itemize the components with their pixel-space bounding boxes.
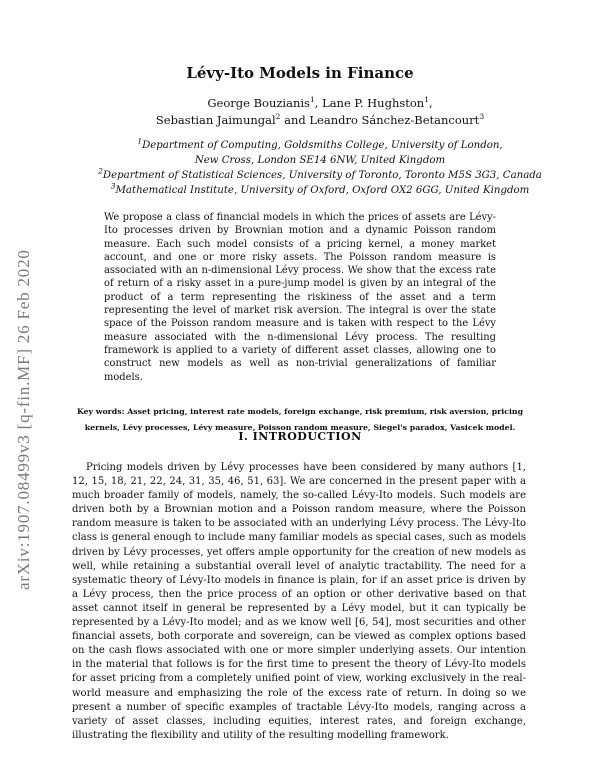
author-name: Sebastian Jaimungal — [155, 113, 276, 127]
affiliation-list — [40, 138, 600, 198]
author: George Bouzianis$^1$, — [207, 95, 323, 110]
author-affiliation-mark: 2 — [275, 112, 281, 122]
author-affiliation-mark: 3 — [479, 112, 485, 122]
author-name: Lane P. Hughston — [322, 96, 425, 110]
introduction-paragraph: Pricing models driven by Lévy processes have been considered by many authors [1, 12, 15, 18, 21, 22, 24, 31, 35, 46, 51, 63]. We are concerned in the present paper with a much broader family of models, namely, the so-called Lévy-Ito models. Such models are driven both by a Brownian motion and a Poisson random measure, where the Poisson random measure is taken to be associated with an underlying Lévy process. The Lévy-Ito class is general enough to include many familiar models as special cases, such as models driven by Lévy processes, yet offers ample opportunity for the creation of new models as well, while retaining a substantial overall level of analytic tractability. The need for a systematic theory of Lévy-Ito models in finance is plain, for if an asset price is driven by a Lévy process, then the price process of an option or other derivative based on that asset cannot itself in general be represented by a Lévy model, but it can typically be represented by a Lévy-Ito model; and as we know well [6, 54], most securities and other financial assets, both corporate and sovereign, can be viewed as complex options based on the cash flows associated with one or more simpler underlying assets. Our intention in the material that follows is for the first time to present the theory of Lévy-Ito models for asset pricing from a completely unified point of view, working exclusively in the real-world measure and emphasizing the role of the excess rate of return. In doing so we present a number of specific examples of tractable Lévy-Ito models, ranging across a variety of asset classes, including equities, interest rates, and foreign exchange, illustrating the flexibility and utility of the resulting modelling framework. — [72, 462, 526, 741]
affiliation: $^2$Department of Statistical Sciences, University of Toronto, Toronto M5S 3G3, Canada — [98, 166, 542, 181]
paper-title: Lévy-Ito Models in Finance — [186, 64, 414, 82]
author-name: George Bouzianis — [207, 96, 310, 110]
author — [309, 113, 484, 127]
author: Sebastian Jaimungal$^2$ and — [155, 112, 310, 127]
author-affiliation-mark: 1 — [424, 95, 429, 105]
affiliation: $^1$Department of Computing, Goldsmiths College, University of London, — [137, 136, 503, 151]
author: Lane P. Hughston$^1$, — [322, 95, 433, 110]
author-affiliation-mark: 1 — [309, 95, 315, 105]
author-name: Leandro Sánchez-Betancourt — [309, 113, 480, 127]
section-heading: I. INTRODUCTION — [238, 430, 362, 443]
affiliation: New Cross, London SE14 6NW, United Kingdom — [194, 155, 446, 166]
affiliation: $^3$Mathematical Institute, University of Oxford, Oxford OX2 6GG, United Kingdom — [110, 181, 530, 196]
keywords: Key words: Asset pricing, interest rate models, foreign exchange, risk premium, risk aversion, pricing kernels, Lévy processes, Lévy measure, Poisson random measure, Siegel's paradox, Vasicek model. — [76, 407, 524, 432]
arxiv-identifier-stamp: arXiv:1907.08499v3 [q-fin.MF] 26 Feb 2020 — [14, 249, 33, 590]
abstract: We propose a class of financial models in which the prices of assets are Lévy-Ito processes driven by Brownian motion and a dynamic Poisson random measure. Each such model consists of a pricing kernel, a money market account, and one or more risky assets. The Poisson random measure is associated with an n-dimensional Lévy process. We show that the excess rate of return of a risky asset in a pure-jump model is given by an integral of the product of a term representing the riskiness of the asset and a term representing the level of market risk aversion. The integral is over the state space of the Poisson random measure and is taken with respect to the Lévy measure associated with the n-dimensional Lévy process. The resulting framework is applied to a variety of different asset classes, allowing one to construct new models as well as non-trivial generalizations of familiar models. — [104, 212, 496, 383]
author-list — [60, 95, 580, 129]
